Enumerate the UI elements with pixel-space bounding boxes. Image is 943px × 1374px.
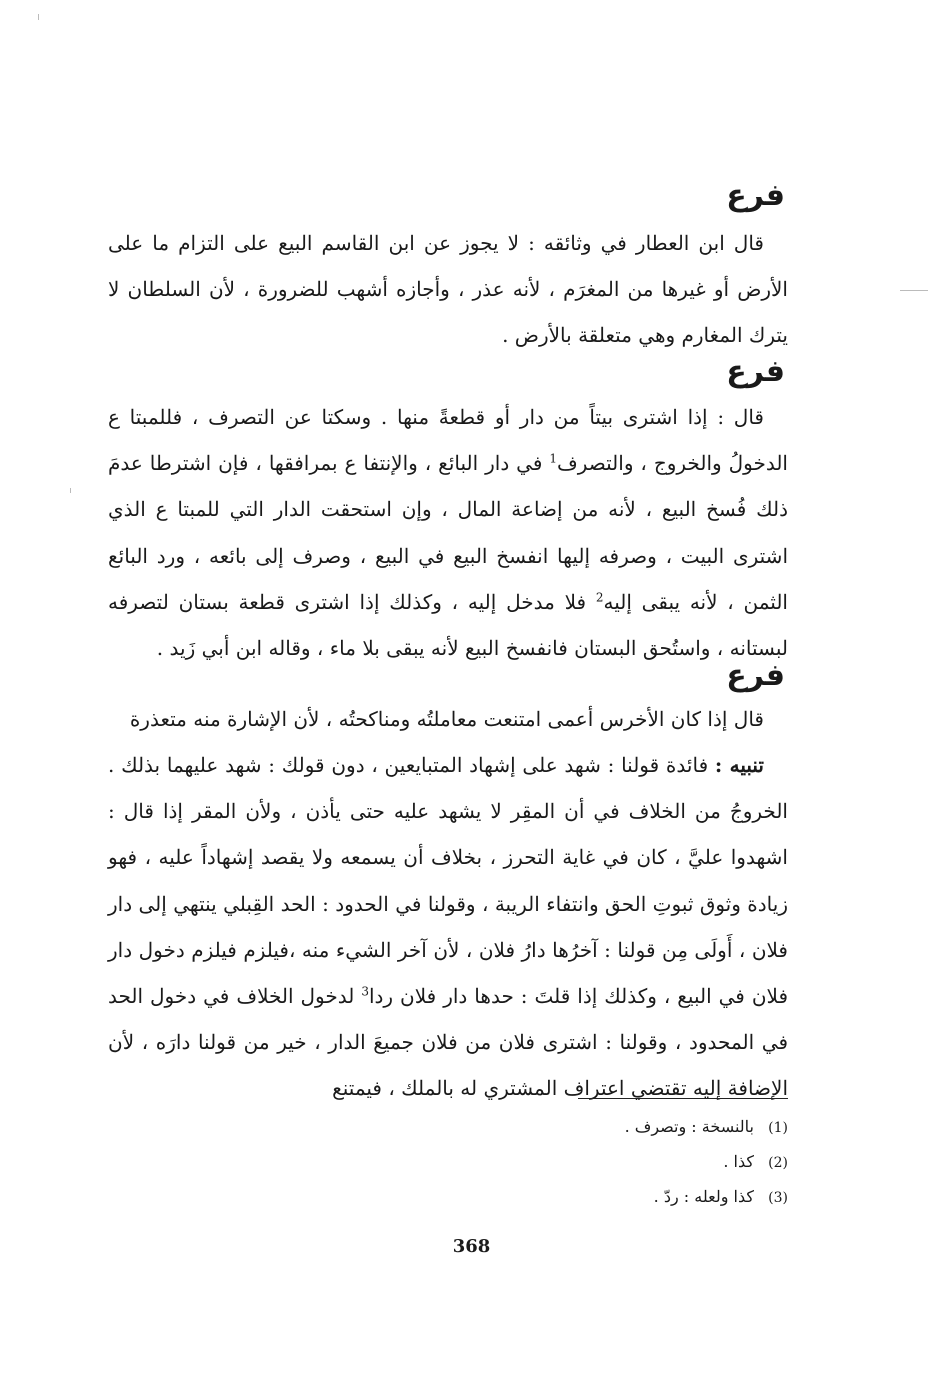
page-number: 368 (452, 1236, 491, 1257)
text-run: في دار البائع ، والإنتفا ع بمرافقها ، فإن اشترطا عدمَ ذلك فُسخ البيع ، لأنه من إضاعة المال ، وإن استحقت الدار التي للمبتا ع الذي اشترى البيت ، وصرفه إليها انفسخ البيع في البيع ، وصرف إلى بائعه ، ورد البائع الثمن ، لأنه يبقى إليه (108, 451, 788, 614)
paragraph-text: قال ابن العطار في وثائقه : لا يجوز عن ابن القاسم البيع على التزام ما على الأرض أو غيرها من المغرَم ، لأنه عذر ، وأجازه أشهب للضرورة ، لأن السلطان لا يترك المغارم وهي متعلقة بالأرض . (108, 231, 788, 348)
footnote-number: (2) (768, 1155, 788, 1171)
paragraph-text (108, 394, 788, 671)
section-2-paragraph (108, 394, 788, 671)
footnote-divider (578, 1098, 788, 1099)
footnote-ref-2: 2 (595, 590, 604, 605)
scan-speck (70, 488, 71, 493)
scan-speck (38, 14, 39, 20)
section-heading-3: فرع (726, 658, 785, 693)
footnote-ref-1: 1 (549, 451, 558, 466)
paragraph-text: قال إذا كان الأخرس أعمى امتنعت معاملتُه ومناكحتُه ، لأن الإشارة منه متعذرة (129, 707, 764, 731)
footnotes (488, 1110, 788, 1215)
footnote-number: (3) (768, 1190, 788, 1206)
footnote-2 (488, 1145, 788, 1180)
section-3-paragraph (108, 696, 788, 742)
paragraph-text (108, 742, 788, 1112)
footnote-text: كذا ولعله : ردّ . (653, 1187, 754, 1206)
footnote-text: كذا . (723, 1152, 754, 1171)
text-run: قال : إذا اشترى بيتاً من دار أو قطعةً منها . وسكتا عن التصرف ، فللمبتا ع الدخولُ والخروج ، والتصرف (108, 405, 788, 476)
footnote-3 (488, 1180, 788, 1215)
section-heading-1: فرع (726, 178, 785, 213)
text-run: لدخول الخلاف في دخول الحد في المحدود ، وقولنا : اشترى فلان من فلان جميعَ الدار ، خير من قولنا دارَه ، لأن الإضافة إليه تقتضي اعتراف المشتري له بالملك ، فيمتنع (108, 984, 788, 1101)
footnote-number: (1) (768, 1120, 788, 1136)
tanbih-lead: تنبيه : (714, 753, 764, 777)
section-heading-2: فرع (726, 354, 785, 389)
scan-speck (900, 290, 928, 291)
footnote-1 (488, 1110, 788, 1145)
section-1-paragraph (108, 220, 788, 359)
footnote-ref-3: 3 (361, 984, 369, 999)
text-run: فائدة قولنا : شهد على إشهاد المتبايعين ، دون قولك : شهد عليهما بذلك . الخروجُ من الخلاف في أن المقِر لا يشهد عليه حتى يأذن ، ولأن المقر إذا قال : اشهدوا عليَّ ، كان في غاية التحرز ، بخلاف أن يسمعه ولا يقصد إشهاداً عليه ، فهو زيادة وثوق ثبوتِ الحق وانتفاء الريبة ، وقولنا في الحدود : الحد القِبلي ينتهي إلى دار فلان ، أَولَى مِن قولنا : آخرُها دارُ فلان ، لأن آخر الشيء منه ،فيلزم فيلزم دخول دار فلان في البيع ، وكذلك إذا قلتَ : حدها دار فلان ردا (108, 753, 788, 1009)
tanbih-paragraph (108, 742, 788, 1112)
footnote-text: بالنسخة : وتصرف . (624, 1117, 754, 1136)
text-run: فلا مدخل إليه ، وكذلك إذا اشترى قطعة بستان لتصرفه لبستانه ، واستُحق البستان فانفسخ البيع لأنه يبقى بلا ماء ، وقاله ابن أبي زَيد . (108, 589, 788, 661)
